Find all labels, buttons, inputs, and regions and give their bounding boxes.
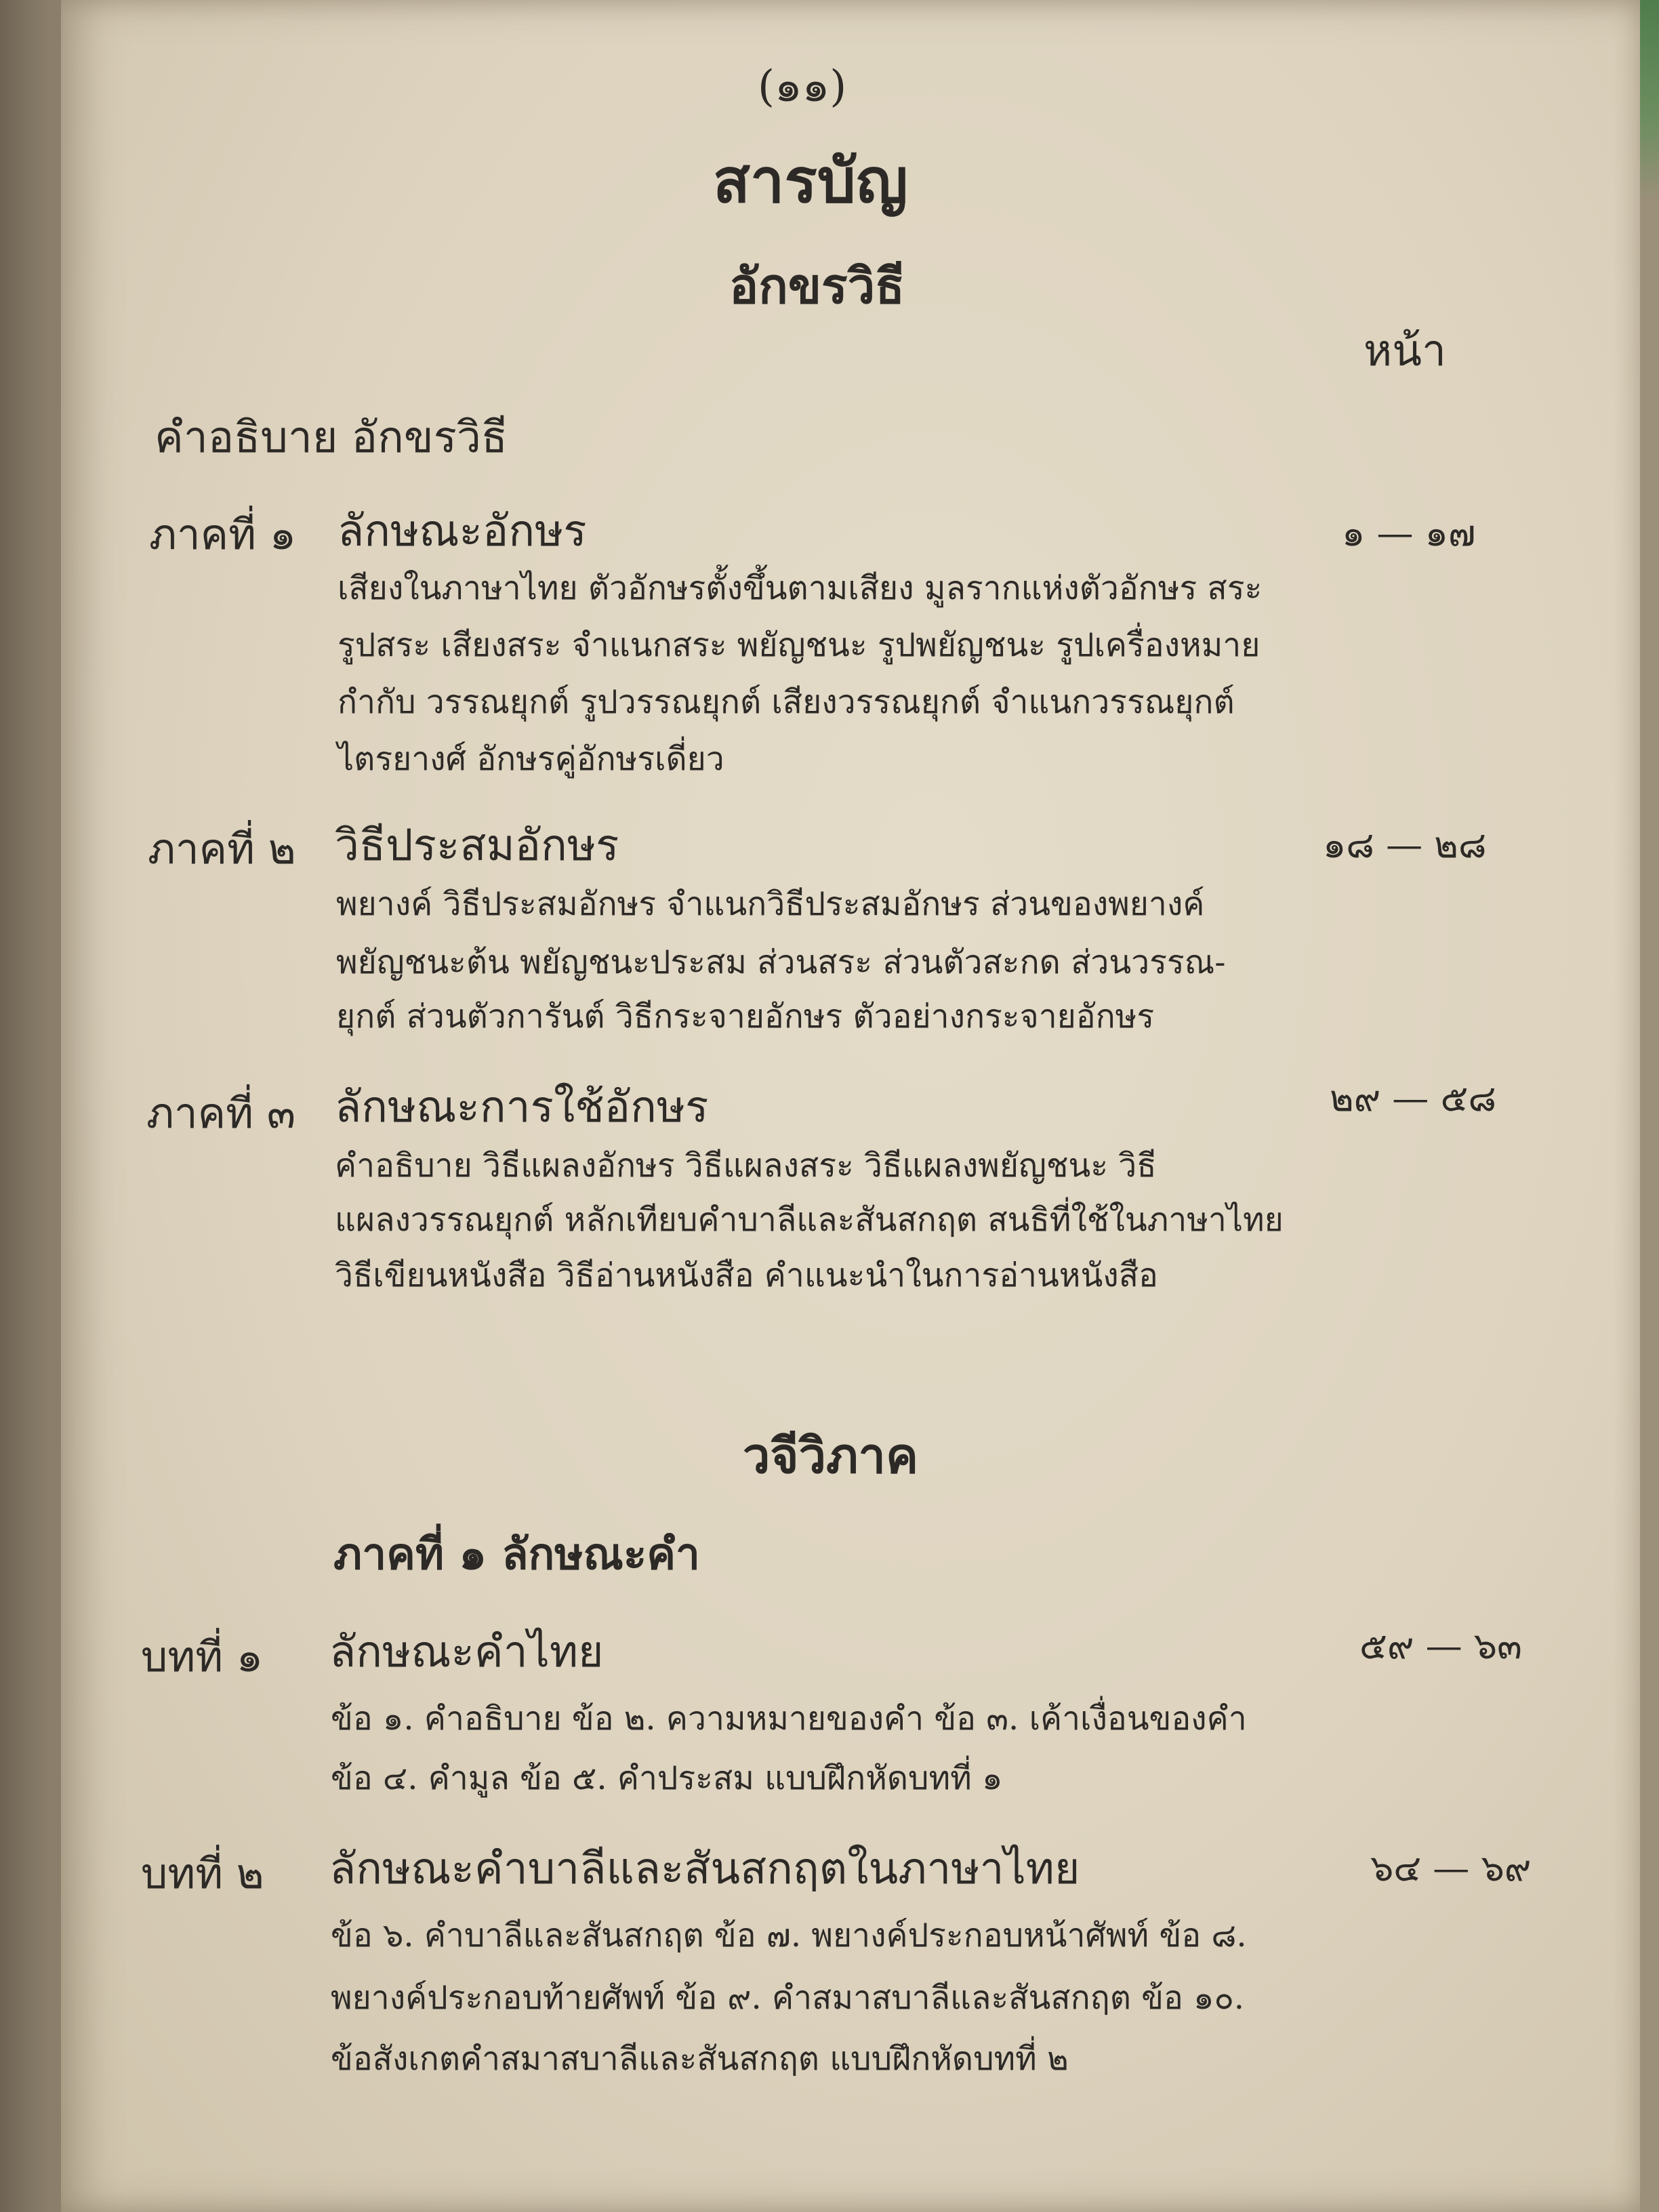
chapter-heading: ลักษณะคำไทย — [329, 1627, 604, 1677]
chapter-line: ข้อ ๑. คำอธิบาย ข้อ ๒. ความหมายของคำ ข้อ ๓. เค้าเงื่อนของคำ — [331, 1700, 1247, 1738]
part-heading: ลักษณะอักษร — [337, 506, 587, 556]
part-heading: ลักษณะการใช้อักษร — [335, 1082, 709, 1132]
chapter-label: บทที่ ๒ — [141, 1849, 264, 1898]
chapter-line: พยางค์ประกอบท้ายศัพท์ ข้อ ๙. คำสมาสบาลีและสันสกฤต ข้อ ๑๐. — [331, 1979, 1245, 2017]
part-label: ภาคที่ ๒ — [148, 824, 296, 874]
part-line: พยางค์ วิธีประสมอักษร จำแนกวิธีประสมอักษร ส่วนของพยางค์ — [336, 885, 1205, 923]
section-intro: คำอธิบาย อักขรวิธี — [155, 413, 508, 463]
chapter-line: ข้อสังเกตคำสมาสบาลีและสันสกฤต แบบฝึกหัดบทที่ ๒ — [331, 2040, 1069, 2078]
chapter-line: ข้อ ๖. คำบาลีและสันสกฤต ข้อ ๗. พยางค์ประกอบหน้าศัพท์ ข้อ ๘. — [331, 1917, 1247, 1954]
part-line: แผลงวรรณยุกต์ หลักเทียบคำบาลีและสันสกฤต สนธิที่ใช้ในภาษาไทย — [335, 1201, 1284, 1239]
chapter-line: ข้อ ๔. คำมูล ข้อ ๕. คำประสม แบบฝึกหัดบทที่ ๑ — [331, 1759, 1003, 1797]
book-page — [61, 0, 1640, 2212]
part-label: ภาคที่ ๓ — [146, 1088, 296, 1138]
page-range: ๑๘ — ๒๘ — [1323, 823, 1487, 866]
part-line: เสียงในภาษาไทย ตัวอักษรตั้งขึ้นตามเสียง มูลรากแห่งตัวอักษร สระ — [337, 569, 1263, 607]
page-range: ๒๙ — ๕๘ — [1330, 1077, 1497, 1120]
part-line: รูปสระ เสียงสระ จำแนกสระ พยัญชนะ รูปพยัญชนะ รูปเครื่องหมาย — [337, 626, 1261, 664]
part-line: คำอธิบาย วิธีแผลงอักษร วิธีแผลงสระ วิธีแผลงพยัญชนะ วิธี — [335, 1147, 1157, 1185]
section-title-akkharawithi: อักขรวิธี — [729, 257, 905, 314]
part-line: พยัญชนะต้น พยัญชนะประสม ส่วนสระ ส่วนตัวสะกด ส่วนวรรณ- — [336, 943, 1226, 981]
page-range: ๕๙ — ๖๓ — [1359, 1624, 1522, 1667]
section-title-wachiwiphak: วจีวิภาค — [743, 1427, 919, 1484]
page-column-header: หน้า — [1364, 326, 1446, 376]
chapter-heading: ลักษณะคำบาลีและสันสกฤตในภาษาไทย — [329, 1844, 1080, 1894]
part-heading: วิธีประสมอักษร — [335, 821, 619, 871]
part-line: ไตรยางศ์ อักษรคู่อักษรเดี่ยว — [337, 740, 724, 778]
part-line: กำกับ วรรณยุกต์ รูปวรรณยุกต์ เสียงวรรณยุกต์ จำแนกวรรณยุกต์ — [337, 683, 1235, 721]
part-label: ภาคที่ ๑ — [149, 510, 297, 559]
chapter-label: บทที่ ๑ — [141, 1632, 264, 1681]
page-range: ๖๔ — ๖๙ — [1370, 1847, 1532, 1889]
part-title: ภาคที่ ๑ ลักษณะคำ — [333, 1529, 700, 1580]
part-line: วิธีเขียนหนังสือ วิธีอ่านหนังสือ คำแนะนำในการอ่านหนังสือ — [335, 1256, 1158, 1294]
part-line: ยุกต์ ส่วนตัวการันต์ วิธีกระจายอักษร ตัวอย่างกระจายอักษร — [336, 998, 1155, 1036]
page-title: สารบัญ — [713, 145, 908, 217]
page-range: ๑ — ๑๗ — [1342, 512, 1476, 554]
page-number: (๑๑) — [758, 62, 847, 112]
